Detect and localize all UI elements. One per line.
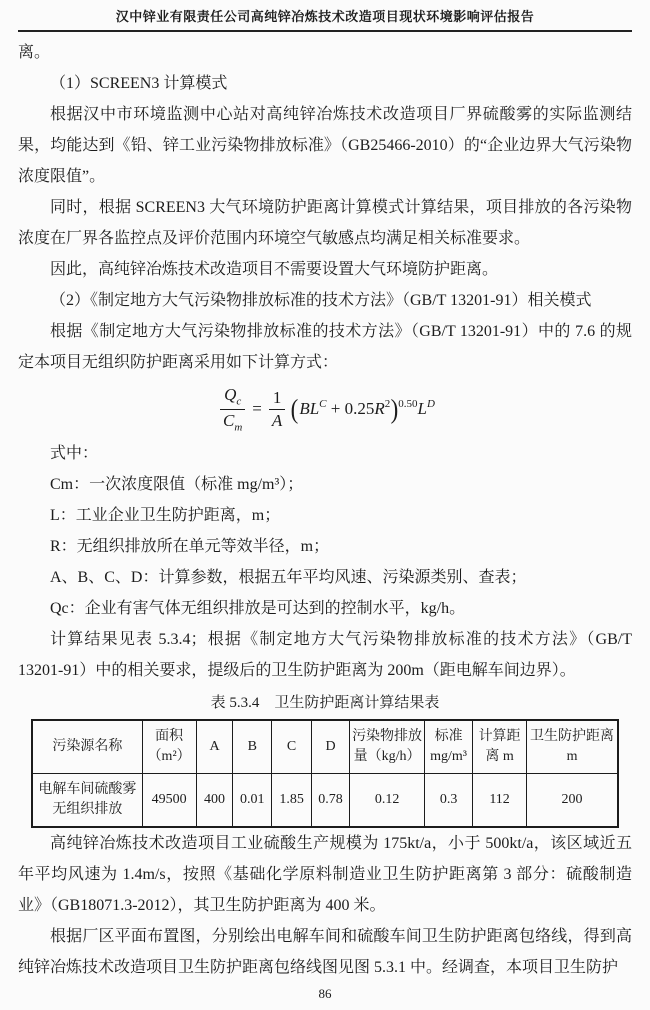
col-header-calculated-distance: 计算距离 m (473, 720, 527, 774)
definition-l: L：工业企业卫生防护距离，m； (50, 506, 281, 524)
formula-equals: = (252, 398, 262, 418)
heading-screen3-mode: （1）SCREEN3 计算模式 (50, 75, 228, 92)
formula-q: Q (224, 385, 237, 404)
col-header-standard: 标准 mg/m³ (425, 720, 473, 774)
col-header-b: B (233, 720, 272, 774)
paragraph-layout-envelope: 根据厂区平面布置图，分别绘出电解车间和硫酸车间卫生防护距离包络线，得到高纯锌冶炼技术改造项目卫生防护距离包络线图见图 5.3.1 中。经调查，本项目卫生防护 (18, 927, 632, 976)
document-page (0, 6, 650, 1010)
formula-r-coefficient: 0.25 (344, 398, 375, 418)
formula-c: C (223, 411, 235, 431)
definition-abcd: A、B、C、D：计算参数，根据五年平均风速、污染源类别、查表； (50, 568, 527, 586)
cell-calculated-distance: 112 (473, 773, 527, 827)
formula-bl-exponent: C (319, 398, 327, 411)
where-label: 式中： (50, 444, 99, 462)
formula-one: 1 (269, 389, 286, 411)
paragraph-calculation-result: 计算结果见表 5.3.4；根据《制定地方大气污染物排放标准的技术方法》（GB/T 13201-91）中的相关要求，提级后的卫生防护距离为 200m（距电解车间边界）。 (18, 630, 632, 679)
protection-distance-table (31, 719, 619, 828)
paragraph-monitoring-result: 根据汉中市环境监测中心站对高纯锌冶炼技术改造项目厂界硫酸雾的实际监测结果，均能达到《铅、锌工业污染物排放标准》（GB25466-2010）的“企业边界大气污染物浓度限值”。 (18, 106, 632, 185)
cell-a: 400 (196, 773, 233, 827)
cell-d: 0.78 (311, 773, 349, 827)
formula-bl-term: BL (299, 398, 320, 418)
formula-l-exponent: D (426, 398, 435, 411)
definition-cm: Cm：一次浓度限值（标准 mg/m³）； (50, 475, 304, 493)
col-header-a: A (196, 720, 233, 774)
col-header-area: 面积（m²） (142, 720, 196, 774)
formula-open-paren: ( (291, 393, 299, 424)
formula-c-sub: m (234, 421, 243, 434)
formula-l: L (417, 398, 427, 418)
cell-b: 0.01 (233, 773, 272, 827)
col-header-c: C (272, 720, 312, 774)
document-body (18, 37, 632, 983)
formula-r-exponent: 2 (384, 398, 391, 411)
cell-emission-rate: 0.12 (350, 773, 425, 827)
col-header-emission-rate: 污染物排放量（kg/h） (350, 720, 425, 774)
cell-standard: 0.3 (425, 773, 473, 827)
table-caption: 表 5.3.4 卫生防护距离计算结果表 (210, 694, 440, 711)
paragraph-continuation: 离。 (18, 44, 51, 61)
col-header-pollution-source: 污染源名称 (32, 720, 142, 774)
heading-gbt-method: （2）《制定地方大气污染物排放标准的技术方法》（GB/T 13201-91）相关模式 (50, 292, 592, 309)
formula-r: R (374, 398, 385, 418)
protection-distance-formula (18, 386, 632, 434)
col-header-protection-distance: 卫生防护距离 m (527, 720, 618, 774)
formula-outer-exponent: 0.50 (398, 398, 418, 411)
page-header-title: 汉中锌业有限责任公司高纯锌冶炼技术改造项目现状环境影响评估报告 (18, 6, 632, 32)
formula-lhs-fraction (220, 386, 245, 434)
page-number: 86 (318, 986, 332, 1001)
cell-area: 49500 (142, 773, 196, 827)
definition-qc: Qc：企业有害气体无组织排放是可达到的控制水平，kg/h。 (50, 599, 466, 617)
paragraph-conclusion: 因此，高纯锌冶炼技术改造项目不需要设置大气环境防护距离。 (50, 261, 499, 278)
formula-plus: + (326, 398, 345, 418)
formula-coefficient-fraction (269, 389, 286, 431)
paragraph-method-basis: 根据《制定地方大气污染物排放标准的技术方法》（GB/T 13201-91）中的 7.6 的规定本项目无组织防护距离采用如下计算方式： (18, 323, 632, 371)
table-row (32, 773, 618, 827)
formula-q-sub: c (236, 395, 242, 408)
cell-protection-distance: 200 (527, 773, 618, 827)
cell-pollution-source: 电解车间硫酸雾无组织排放 (32, 773, 142, 827)
formula-close-paren: ) (390, 393, 399, 424)
paragraph-screen3-result: 同时，根据 SCREEN3 大气环境防护距离计算模式计算结果，项目排放的各污染物浓度在厂界各监控点及评价范围内环境空气敏感点均满足相关标准要求。 (18, 199, 632, 247)
definition-r: R：无组织排放所在单元等效半径，m； (50, 537, 330, 555)
cell-c: 1.85 (272, 773, 312, 827)
col-header-d: D (311, 720, 349, 774)
formula-a: A (271, 411, 283, 431)
paragraph-sulfuric-acid-scale: 高纯锌冶炼技术改造项目工业硫酸生产规模为 175kt/a，小于 500kt/a，该区域近五年平均风速为 1.4m/s，按照《基础化学原料制造业卫生防护距离第 3 部分：硫酸制造业》（GB18071.3-2012），其卫生防护距离为 400 米。 (18, 834, 632, 914)
table-header-row (32, 720, 618, 774)
